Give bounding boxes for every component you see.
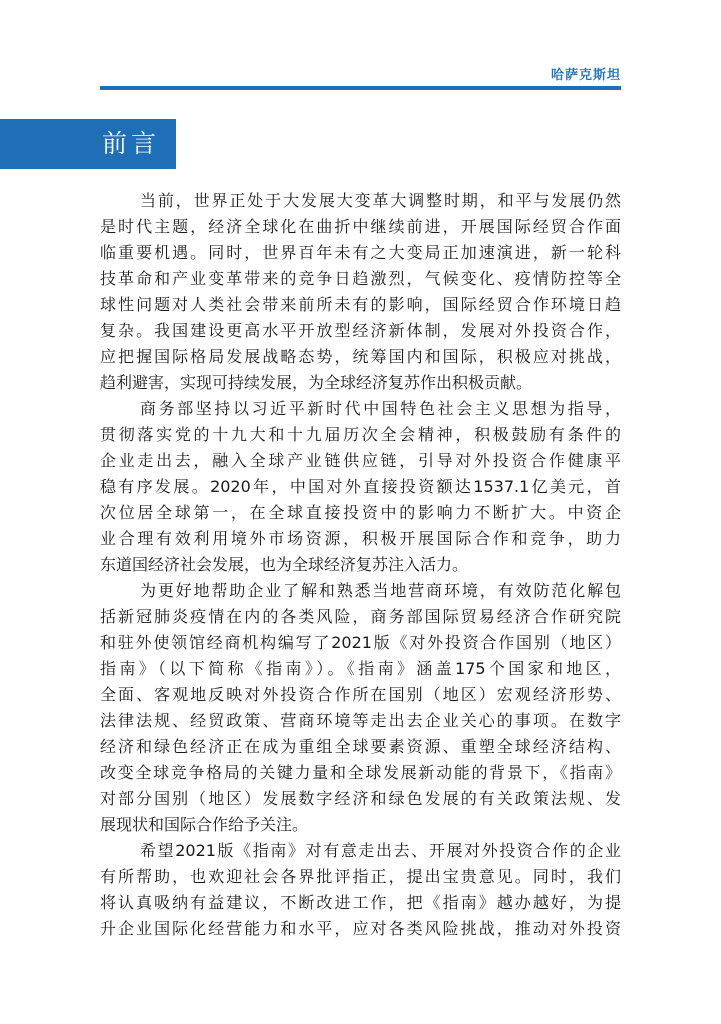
paragraph-3-line: 为更好地帮助企业了解和熟悉当地营商环境，有效防范化解包	[140, 581, 621, 600]
paragraph-2-line: 业合理有效利用境外市场资源，积极开展国际合作和竞争，助力	[100, 529, 621, 548]
paragraph-1-line: 球性问题对人类社会带来前所未有的影响，国际经贸合作环境日趋	[100, 295, 621, 314]
paragraph-3-line: 经济和绿色经济正在成为重组全球要素资源、重塑全球经济结构、	[100, 737, 621, 756]
paragraph-1-line: 复杂。我国建设更高水平开放型经济新体制，发展对外投资合作，	[100, 321, 621, 340]
paragraph-2-line: 商务部坚持以习近平新时代中国特色社会主义思想为指导，	[140, 399, 621, 418]
paragraph-1-line: 临重要机遇。同时，世界百年未有之大变局正加速演进，新一轮科	[100, 243, 621, 262]
paragraph-1-line: 是时代主题，经济全球化在曲折中继续前进，开展国际经贸合作面	[100, 217, 621, 236]
paragraph-3-line: 全面、客观地反映对外投资合作所在国别（地区）宏观经济形势、	[100, 685, 621, 704]
paragraph-3-line: 括新冠肺炎疫情在内的各类风险，商务部国际贸易经济合作研究院	[100, 607, 621, 626]
paragraph-4-line: 希望2021版《指南》对有意走出去、开展对外投资合作的企业	[140, 841, 621, 860]
paragraph-1-line: 当前，世界正处于大发展大变革大调整时期，和平与发展仍然	[140, 191, 621, 210]
paragraph-4-line: 有所帮助，也欢迎社会各界批评指正，提出宝贵意见。同时，我们	[100, 867, 621, 886]
section-title-block	[0, 119, 176, 169]
paragraph-3-line: 法律法规、经贸政策、营商环境等走出去企业关心的事项。在数字	[100, 711, 621, 730]
paragraph-1-line: 趋利避害，实现可持续发展，为全球经济复苏作出积极贡献。	[100, 373, 533, 392]
running-head-country: 哈萨克斯坦	[550, 68, 621, 83]
body-text	[100, 188, 621, 942]
paragraph-2-line: 稳有序发展。2020年，中国对外直接投资额达1537.1亿美元，首	[100, 477, 621, 496]
paragraph-3-line: 和驻外使领馆经商机构编写了2021版《对外投资合作国别（地区）	[100, 633, 621, 652]
paragraph-3-line: 展现状和国际合作给予关注。	[100, 815, 309, 834]
paragraph-3-line: 改变全球竞争格局的关键力量和全球发展新动能的背景下，《指南》	[100, 763, 621, 782]
paragraph-4-line: 将认真吸纳有益建议，不断改进工作，把《指南》越办越好，为提	[100, 893, 621, 912]
paragraph-1-line: 技革命和产业变革带来的竞争日趋激烈，气候变化、疫情防控等全	[100, 269, 621, 288]
paragraph-2-line: 东道国经济社会发展，也为全球经济复苏注入活力。	[100, 555, 469, 574]
paragraph-4-line: 升企业国际化经营能力和水平，应对各类风险挑战，推动对外投资	[100, 919, 621, 938]
paragraph-2-line: 次位居全球第一，在全球直接投资中的影响力不断扩大。中资企	[100, 503, 621, 522]
paragraph-3-line: 对部分国别（地区）发展数字经济和绿色发展的有关政策法规、发	[100, 789, 621, 808]
paragraph-3-line: 指南》（以下简称《指南》）。《指南》涵盖175个国家和地区，	[100, 659, 621, 678]
section-title: 前言	[102, 129, 161, 158]
paragraph-1-line: 应把握国际格局发展战略态势，统筹国内和国际，积极应对挑战，	[100, 347, 621, 366]
header-rule	[100, 86, 621, 90]
paragraph-2-line: 企业走出去，融入全球产业链供应链，引导对外投资合作健康平	[100, 451, 621, 470]
paragraph-2-line: 贯彻落实党的十九大和十九届历次全会精神，积极鼓励有条件的	[100, 425, 621, 444]
